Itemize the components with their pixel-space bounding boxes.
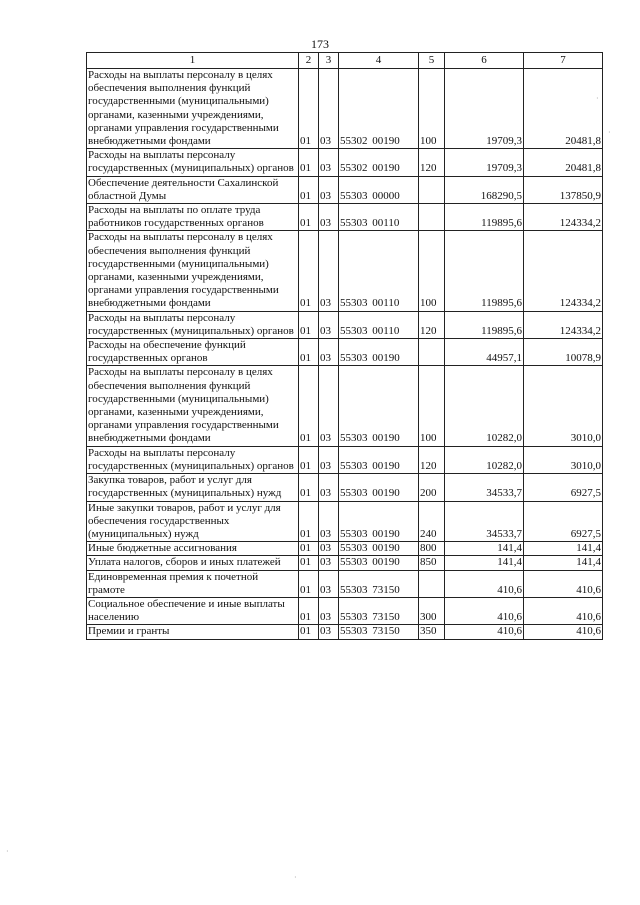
table-row bbox=[87, 339, 603, 366]
row-target-article-cell: 55303 73150 bbox=[339, 570, 419, 597]
row-expense-type-cell: 100 bbox=[419, 366, 445, 446]
row-section-cell: 01 bbox=[299, 149, 319, 176]
row-amount-2-cell: 3010,0 bbox=[524, 366, 603, 446]
scan-speck: · bbox=[596, 94, 599, 103]
header-col-4: 4 bbox=[339, 53, 419, 69]
table-row bbox=[87, 542, 603, 556]
row-amount-2-cell: 20481,8 bbox=[524, 69, 603, 149]
row-amount-1-cell: 34533,7 bbox=[445, 474, 524, 501]
row-name-cell: Иные закупки товаров, работ и услуг для обеспечения государственных (муниципальных) нужд bbox=[87, 501, 299, 542]
row-name-cell: Расходы на выплаты персоналу в целях обеспечения выполнения функций государственными (муниципальными) органами, казенными учреждениями, органами управления государственными внебюджетными фондами bbox=[87, 366, 299, 446]
row-section-cell: 01 bbox=[299, 231, 319, 311]
row-name-cell: Расходы на выплаты по оплате труда работников государственных органов bbox=[87, 204, 299, 231]
row-expense-type-cell bbox=[419, 339, 445, 366]
row-target-article-cell: 55303 00190 bbox=[339, 556, 419, 570]
header-col-3: 3 bbox=[319, 53, 339, 69]
row-amount-2-cell: 410,6 bbox=[524, 570, 603, 597]
row-expense-type-cell: 800 bbox=[419, 542, 445, 556]
row-amount-2-cell: 410,6 bbox=[524, 625, 603, 639]
scan-speck: · bbox=[608, 128, 611, 137]
row-amount-2-cell: 141,4 bbox=[524, 556, 603, 570]
row-section-cell: 01 bbox=[299, 625, 319, 639]
scan-speck: · bbox=[6, 847, 9, 856]
row-name-cell: Расходы на выплаты персоналу государственных (муниципальных) органов bbox=[87, 446, 299, 473]
row-name-cell: Расходы на выплаты персоналу государственных (муниципальных) органов bbox=[87, 149, 299, 176]
row-expense-type-cell: 100 bbox=[419, 231, 445, 311]
row-expense-type-cell: 850 bbox=[419, 556, 445, 570]
row-amount-1-cell: 119895,6 bbox=[445, 204, 524, 231]
row-amount-1-cell: 141,4 bbox=[445, 542, 524, 556]
table-row bbox=[87, 366, 603, 446]
row-section-cell: 01 bbox=[299, 204, 319, 231]
header-col-2: 2 bbox=[299, 53, 319, 69]
row-amount-2-cell: 124334,2 bbox=[524, 231, 603, 311]
row-subsection-cell: 03 bbox=[319, 446, 339, 473]
row-target-article-cell: 55303 00000 bbox=[339, 176, 419, 203]
header-col-7: 7 bbox=[524, 53, 603, 69]
row-amount-2-cell: 137850,9 bbox=[524, 176, 603, 203]
table-header bbox=[87, 53, 603, 69]
row-target-article-cell: 55303 00190 bbox=[339, 446, 419, 473]
row-subsection-cell: 03 bbox=[319, 311, 339, 338]
row-amount-2-cell: 124334,2 bbox=[524, 311, 603, 338]
row-amount-1-cell: 168290,5 bbox=[445, 176, 524, 203]
row-amount-1-cell: 410,6 bbox=[445, 625, 524, 639]
row-amount-2-cell: 141,4 bbox=[524, 542, 603, 556]
row-amount-1-cell: 44957,1 bbox=[445, 339, 524, 366]
table-row bbox=[87, 176, 603, 203]
row-amount-2-cell: 124334,2 bbox=[524, 204, 603, 231]
row-expense-type-cell: 350 bbox=[419, 625, 445, 639]
row-expense-type-cell: 120 bbox=[419, 149, 445, 176]
table-row bbox=[87, 474, 603, 501]
row-expense-type-cell: 100 bbox=[419, 69, 445, 149]
row-target-article-cell: 55302 00190 bbox=[339, 149, 419, 176]
row-subsection-cell: 03 bbox=[319, 597, 339, 624]
row-section-cell: 01 bbox=[299, 69, 319, 149]
row-name-cell: Расходы на выплаты персоналу в целях обеспечения выполнения функций государственными (муниципальными) органами, казенными учреждениями, органами управления государственными внебюджетными фондами bbox=[87, 231, 299, 311]
row-amount-1-cell: 410,6 bbox=[445, 570, 524, 597]
row-subsection-cell: 03 bbox=[319, 69, 339, 149]
row-target-article-cell: 55303 00190 bbox=[339, 366, 419, 446]
row-expense-type-cell: 120 bbox=[419, 446, 445, 473]
row-name-cell: Иные бюджетные ассигнования bbox=[87, 542, 299, 556]
row-name-cell: Социальное обеспечение и иные выплаты населению bbox=[87, 597, 299, 624]
row-amount-1-cell: 19709,3 bbox=[445, 69, 524, 149]
row-name-cell: Расходы на выплаты персоналу в целях обеспечения выполнения функций государственными (муниципальными) органами, казенными учреждениями, органами управления государственными внебюджетными фондами bbox=[87, 69, 299, 149]
row-name-cell: Закупка товаров, работ и услуг для государственных (муниципальных) нужд bbox=[87, 474, 299, 501]
row-amount-1-cell: 10282,0 bbox=[445, 366, 524, 446]
row-amount-2-cell: 6927,5 bbox=[524, 501, 603, 542]
row-expense-type-cell: 200 bbox=[419, 474, 445, 501]
row-amount-1-cell: 119895,6 bbox=[445, 311, 524, 338]
row-subsection-cell: 03 bbox=[319, 231, 339, 311]
table-row bbox=[87, 311, 603, 338]
table-row bbox=[87, 149, 603, 176]
row-section-cell: 01 bbox=[299, 597, 319, 624]
row-section-cell: 01 bbox=[299, 501, 319, 542]
row-expense-type-cell bbox=[419, 570, 445, 597]
row-subsection-cell: 03 bbox=[319, 149, 339, 176]
table-row bbox=[87, 501, 603, 542]
row-section-cell: 01 bbox=[299, 339, 319, 366]
table-row bbox=[87, 69, 603, 149]
row-section-cell: 01 bbox=[299, 366, 319, 446]
row-amount-2-cell: 6927,5 bbox=[524, 474, 603, 501]
row-subsection-cell: 03 bbox=[319, 339, 339, 366]
table-row bbox=[87, 597, 603, 624]
header-col-1: 1 bbox=[87, 53, 299, 69]
row-name-cell: Расходы на выплаты персоналу государственных (муниципальных) органов bbox=[87, 311, 299, 338]
table-row bbox=[87, 570, 603, 597]
row-amount-1-cell: 10282,0 bbox=[445, 446, 524, 473]
row-target-article-cell: 55303 73150 bbox=[339, 625, 419, 639]
table-body bbox=[87, 69, 603, 640]
row-amount-1-cell: 141,4 bbox=[445, 556, 524, 570]
row-amount-1-cell: 19709,3 bbox=[445, 149, 524, 176]
row-target-article-cell: 55303 00110 bbox=[339, 231, 419, 311]
row-name-cell: Единовременная премия к почетной грамоте bbox=[87, 570, 299, 597]
row-amount-1-cell: 119895,6 bbox=[445, 231, 524, 311]
scan-speck: · bbox=[294, 873, 297, 882]
row-subsection-cell: 03 bbox=[319, 556, 339, 570]
header-row bbox=[87, 53, 603, 69]
row-section-cell: 01 bbox=[299, 176, 319, 203]
row-target-article-cell: 55303 00190 bbox=[339, 501, 419, 542]
row-name-cell: Уплата налогов, сборов и иных платежей bbox=[87, 556, 299, 570]
table-row bbox=[87, 204, 603, 231]
row-target-article-cell: 55303 00110 bbox=[339, 204, 419, 231]
row-target-article-cell: 55303 00190 bbox=[339, 339, 419, 366]
table-row bbox=[87, 446, 603, 473]
row-expense-type-cell: 300 bbox=[419, 597, 445, 624]
row-section-cell: 01 bbox=[299, 446, 319, 473]
row-amount-1-cell: 410,6 bbox=[445, 597, 524, 624]
row-name-cell: Расходы на обеспечение функций государственных органов bbox=[87, 339, 299, 366]
row-target-article-cell: 55303 00190 bbox=[339, 542, 419, 556]
row-target-article-cell: 55302 00190 bbox=[339, 69, 419, 149]
row-amount-2-cell: 3010,0 bbox=[524, 446, 603, 473]
row-expense-type-cell: 240 bbox=[419, 501, 445, 542]
page-number: 173 bbox=[311, 37, 329, 51]
row-amount-2-cell: 410,6 bbox=[524, 597, 603, 624]
row-amount-2-cell: 10078,9 bbox=[524, 339, 603, 366]
header-col-6: 6 bbox=[445, 53, 524, 69]
row-subsection-cell: 03 bbox=[319, 542, 339, 556]
table-row bbox=[87, 625, 603, 639]
row-subsection-cell: 03 bbox=[319, 204, 339, 231]
row-target-article-cell: 55303 00110 bbox=[339, 311, 419, 338]
row-subsection-cell: 03 bbox=[319, 625, 339, 639]
row-section-cell: 01 bbox=[299, 311, 319, 338]
row-target-article-cell: 55303 00190 bbox=[339, 474, 419, 501]
row-expense-type-cell: 120 bbox=[419, 311, 445, 338]
table-row bbox=[87, 556, 603, 570]
row-amount-1-cell: 34533,7 bbox=[445, 501, 524, 542]
row-section-cell: 01 bbox=[299, 542, 319, 556]
header-col-5: 5 bbox=[419, 53, 445, 69]
row-amount-2-cell: 20481,8 bbox=[524, 149, 603, 176]
table-row bbox=[87, 231, 603, 311]
row-subsection-cell: 03 bbox=[319, 176, 339, 203]
row-subsection-cell: 03 bbox=[319, 366, 339, 446]
row-target-article-cell: 55303 73150 bbox=[339, 597, 419, 624]
budget-table bbox=[86, 52, 603, 640]
row-subsection-cell: 03 bbox=[319, 570, 339, 597]
row-name-cell: Премии и гранты bbox=[87, 625, 299, 639]
row-subsection-cell: 03 bbox=[319, 501, 339, 542]
row-name-cell: Обеспечение деятельности Сахалинской областной Думы bbox=[87, 176, 299, 203]
row-expense-type-cell bbox=[419, 204, 445, 231]
row-expense-type-cell bbox=[419, 176, 445, 203]
row-subsection-cell: 03 bbox=[319, 474, 339, 501]
row-section-cell: 01 bbox=[299, 556, 319, 570]
row-section-cell: 01 bbox=[299, 570, 319, 597]
row-section-cell: 01 bbox=[299, 474, 319, 501]
